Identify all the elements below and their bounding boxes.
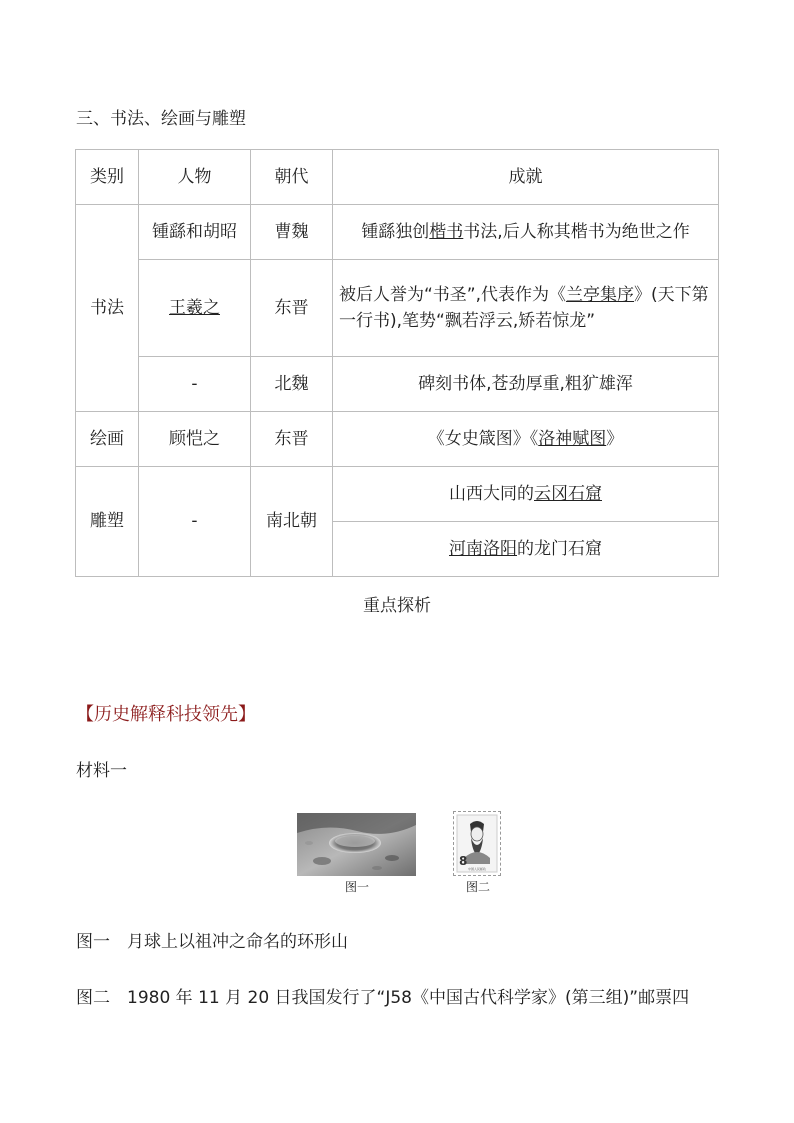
- dynasty-cell: 曹魏: [251, 205, 333, 260]
- achievement-underlined: 洛神赋图: [538, 428, 607, 449]
- figure2-caption: 图二: [466, 880, 491, 894]
- dynasty-cell: 东晋: [251, 412, 333, 467]
- category-sculpture: 雕塑: [76, 467, 139, 577]
- stamp-image: [453, 811, 501, 876]
- section-title: 三、书法、绘画与雕塑: [76, 109, 246, 129]
- history-heading: 【历史解释科技领先】: [76, 704, 256, 725]
- header-person: 人物: [139, 150, 251, 205]
- header-dynasty: 朝代: [251, 150, 333, 205]
- achievement-cell: [333, 467, 719, 522]
- achievement-text: 《女史箴图》《: [427, 428, 539, 449]
- achievement-text: 山西大同的: [449, 483, 534, 504]
- achievement-underlined: 兰亭集序: [566, 284, 635, 305]
- header-category: 类别: [76, 150, 139, 205]
- achievement-text: 》(天下第一行书),笔势“飘若浮云,矫若惊龙”: [339, 284, 709, 331]
- category-painting: 绘画: [76, 412, 139, 467]
- achievement-cell: 碑刻书体,苍劲厚重,粗犷雄浑: [333, 357, 719, 412]
- achievement-underlined: 河南洛阳: [449, 538, 517, 559]
- moon-crater-image: [297, 813, 416, 876]
- person-cell: [139, 260, 251, 357]
- dynasty-cell: 南北朝: [251, 467, 333, 577]
- dynasty-cell: 北魏: [251, 357, 333, 412]
- stamp-value: 8: [459, 854, 468, 868]
- achievement-text: 被后人誉为“书圣”,代表作为《: [339, 284, 567, 305]
- achievement-underlined: 云冈石窟: [534, 483, 602, 504]
- person-cell: -: [139, 467, 251, 577]
- stamp-text: 中国人民邮政: [468, 867, 487, 871]
- header-achievement: 成就: [333, 150, 719, 205]
- material-label: 材料一: [76, 761, 127, 781]
- table-row: [76, 205, 719, 260]
- achievement-cell: [333, 260, 719, 357]
- person-underlined: 王羲之: [169, 297, 220, 318]
- achievement-text: 书法,后人称其楷书为绝世之作: [463, 221, 690, 242]
- table-row: [76, 357, 719, 412]
- figure1-description: 图一 月球上以祖冲之命名的环形山: [76, 932, 348, 952]
- achievement-cell: [333, 522, 719, 577]
- person-cell: 锺繇和胡昭: [139, 205, 251, 260]
- history-table: [75, 149, 719, 577]
- achievement-cell: [333, 412, 719, 467]
- key-title: 重点探析: [363, 596, 431, 616]
- person-cell: 顾恺之: [139, 412, 251, 467]
- person-cell: -: [139, 357, 251, 412]
- table-row: [76, 412, 719, 467]
- achievement-text: 的龙门石窟: [517, 538, 602, 559]
- category-calligraphy: 书法: [76, 205, 139, 412]
- figure1-caption: 图一: [345, 880, 370, 894]
- achievement-cell: [333, 205, 719, 260]
- achievement-text: 锺繇独创: [361, 221, 430, 242]
- achievement-underlined: 楷书: [429, 221, 464, 242]
- table-header-row: [76, 150, 719, 205]
- figure2-description: 图二 1980 年 11 月 20 日我国发行了“J58《中国古代科学家》(第三组)”邮票四: [76, 988, 690, 1008]
- table-row: [76, 260, 719, 357]
- achievement-text: 》: [606, 428, 624, 449]
- dynasty-cell: 东晋: [251, 260, 333, 357]
- table-row: [76, 467, 719, 522]
